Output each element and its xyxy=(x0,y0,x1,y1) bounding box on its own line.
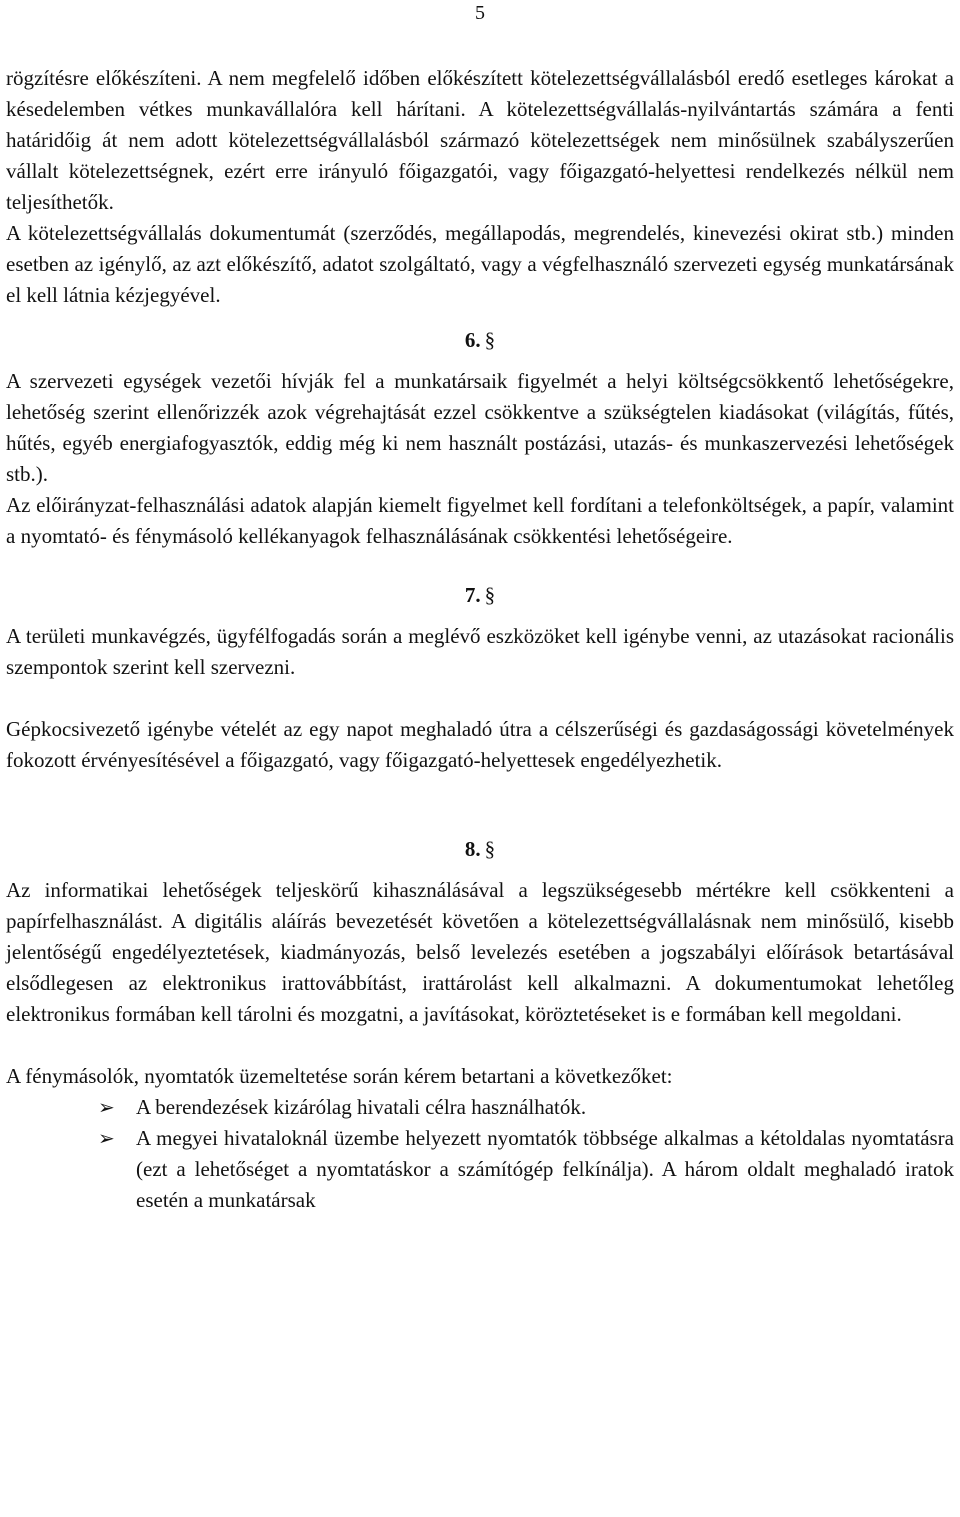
list-item-text: A megyei hivataloknál üzembe helyezett nyomtatók többsége alkalmas a kétoldalas nyomtatásra (ezt a lehetőséget a nyomtatáskor a számítógép felkínálja). A három oldalt meghaladó iratok esetén a munkatársak xyxy=(136,1126,954,1212)
section-sign: § xyxy=(484,328,496,352)
paragraph-appropriation-usage: Az előirányzat-felhasználási adatok alapján kiemelt figyelmet kell fordítani a telefonköltségek, a papír, valamint a nyomtató- és fénymásoló kellékanyagok felhasználásának csökkentési lehetőségeire. xyxy=(6,493,954,548)
paragraph-commitment-document: A kötelezettségvállalás dokumentumát (szerződés, megállapodás, megrendelés, kinevezési okirat stb.) minden esetben az igénylő, az azt előkészítő, adatot szolgáltató, vagy a végfelhasználó szervezeti egység munkatársának el kell látnia kézjegyével. xyxy=(6,221,954,307)
section-sign: § xyxy=(484,837,496,861)
section-heading-6 xyxy=(6,325,954,356)
section-heading-7 xyxy=(6,580,954,611)
list-item xyxy=(6,1123,954,1216)
section-number: 6. xyxy=(464,328,481,352)
document-body xyxy=(6,63,954,1216)
paragraph-driver-usage: Gépkocsivezető igénybe vételét az egy napot meghaladó útra a célszerűségi és gazdaságossági követelmények fokozott érvényesítésével a főigazgató, vagy főigazgató-helyettesek engedélyezhetik. xyxy=(6,717,954,772)
section-number: 8. xyxy=(464,837,481,861)
arrow-bullet-icon: ➢ xyxy=(98,1126,115,1150)
list-item xyxy=(6,1092,954,1123)
page-number: 5 xyxy=(475,2,485,24)
copier-rules-list xyxy=(6,1092,954,1216)
paragraph-it-paper-reduction: Az informatikai lehetőségek teljeskörű kihasználásával a legszükségesebb mértékre kell csökkenteni a papírfelhasználást. A digitális aláírás bevezetését követően a kötelezettségvállalásnak nem minősülő, kisebb jelentőségű engedélyeztetések, kiadmányozás, belső levelezés esetében a jogszabályi előírások betartásával elsődlegesen az elektronikus irattovábbítást, irattárolást kell alkalmazni. A dokumentumokat lehetőleg elektronikus formában kell tárolni és mozgatni, a javításokat, köröztetéseket is e formában kell megoldani. xyxy=(6,878,954,1026)
paragraph-commitment-recording: rögzítésre előkészíteni. A nem megfelelő időben előkészített kötelezettségvállalásból eredő esetleges károkat a késedelemben vétkes munkavállalóra kell hárítani. A kötelezettségvállalás-nyilvántartás számára a fenti határidőig át nem adott kötelezettségvállalásból származó kötelezettségek nem minősülnek szabályszerűen vállalt kötelezettségnek, ezért erre irányuló főigazgatói, vagy főigazgató-helyettesi rendelkezés nélkül nem teljesíthetők. xyxy=(6,66,954,214)
arrow-bullet-icon: ➢ xyxy=(98,1095,115,1119)
section-heading-8 xyxy=(6,834,954,865)
paragraph-cost-reduction: A szervezeti egységek vezetői hívják fel a munkatársaik figyelmét a helyi költségcsökkentő lehetőségekre, lehetőség szerint ellenőrizzék azok végrehajtását ezzel csökkentve a szükségtelen kiadásokat (világítás, fűtés, hűtés, egyéb energiafogyasztók, eddig még ki nem használt postázási, utazás- és munkaszervezési lehetőségek stb.). xyxy=(6,369,954,486)
section-number: 7. xyxy=(464,583,481,607)
paragraph-copier-rules-intro: A fénymásolók, nyomtatók üzemeltetése során kérem betartani a következőket: xyxy=(6,1064,673,1088)
list-item-text: A berendezések kizárólag hivatali célra használhatók. xyxy=(136,1095,587,1119)
section-sign: § xyxy=(484,583,496,607)
paragraph-field-work: A területi munkavégzés, ügyfélfogadás során a meglévő eszközöket kell igénybe venni, az utazásokat racionális szempontok szerint kell szervezni. xyxy=(6,624,954,679)
